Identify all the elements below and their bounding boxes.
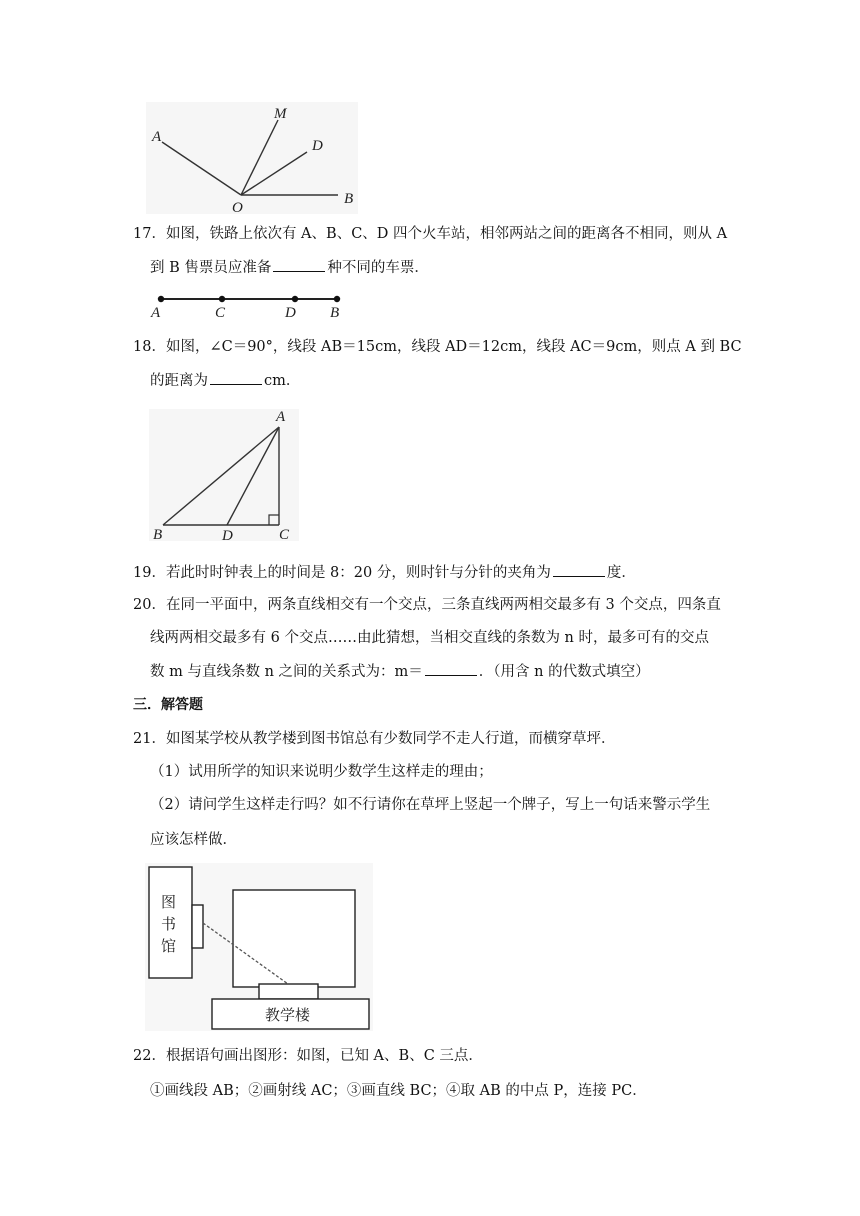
q18-answer-blank[interactable] xyxy=(210,370,262,385)
station-B xyxy=(334,296,340,302)
q21-part2-line2: 应该怎样做． xyxy=(150,832,237,848)
q19-answer-blank[interactable] xyxy=(553,562,605,577)
station-A xyxy=(158,296,164,302)
label-D: D xyxy=(285,305,296,320)
label-B: B xyxy=(344,191,354,207)
q20-text-1: 在同一平面中，两条直线相交有一个交点，三条直线两两相交最多有 3 个交点，四条直 xyxy=(165,597,721,613)
label-A: A xyxy=(151,305,161,320)
label-B: B xyxy=(153,527,163,543)
label-C: C xyxy=(215,305,226,320)
q20-text-3-pre: 数 m 与直线条数 n 之间的关系式为：m＝ xyxy=(150,664,423,680)
q19-text-post: 度． xyxy=(606,565,636,581)
q18-text-2-pre: 的距离为 xyxy=(150,373,208,389)
station-D xyxy=(292,296,298,302)
figure-q16-bg xyxy=(146,102,358,214)
figure-q17-railway xyxy=(145,290,355,320)
q19-number: 19． xyxy=(133,565,166,581)
label-D: D xyxy=(222,528,233,544)
q18-text-1: 如图，∠C＝90°，线段 AB＝15cm，线段 AD＝12cm，线段 AC＝9cm，则点 A 到 BC xyxy=(165,339,742,355)
q20-line3 xyxy=(150,661,650,682)
figure-q18-triangle xyxy=(145,405,305,545)
q19-line xyxy=(133,562,636,583)
label-C: C xyxy=(279,527,290,543)
q21-part2-line1: （2）请问学生这样走行吗？如不行请你在草坪上竖起一个牌子，写上一句话来警示学生 xyxy=(150,797,711,813)
library-label-1: 图 xyxy=(161,893,177,911)
label-B: B xyxy=(330,305,340,320)
teaching-building-label: 教学楼 xyxy=(265,1006,311,1024)
q17-line1 xyxy=(133,224,727,244)
label-O: O xyxy=(232,200,243,216)
q21-line1 xyxy=(133,729,615,749)
q21-text-1: 如图某学校从教学楼到图书馆总有少数同学不走人行道，而横穿草坪． xyxy=(165,731,616,747)
library-label-3: 馆 xyxy=(161,937,177,955)
figure-q16-angles xyxy=(140,98,365,218)
q17-answer-blank[interactable] xyxy=(273,257,325,272)
label-A: A xyxy=(276,409,286,425)
library-label-2: 书 xyxy=(161,915,177,933)
q17-text-1: 如图，铁路上依次有 A、B、C、D 四个火车站，相邻两站之间的距离各不相同，则从 A xyxy=(165,226,728,242)
q20-text-3-post: ．（用含 n 的代数式填空） xyxy=(478,664,650,680)
q20-line1 xyxy=(133,595,721,615)
q17-text-2-pre: 到 B 售票员应准备 xyxy=(150,260,272,276)
q22-line2: ①画线段 AB；②画射线 AC；③画直线 BC；④取 AB 的中点 P，连接 PC． xyxy=(150,1083,647,1099)
q19-text-pre: 若此时时钟表上的时间是 8：20 分，则时针与分针的夹角为 xyxy=(165,565,551,581)
q21-number: 21． xyxy=(133,731,166,747)
label-A: A xyxy=(152,129,162,145)
q18-line2 xyxy=(150,370,300,391)
section-title-answer-questions: 三．解答题 xyxy=(133,697,203,713)
label-M: M xyxy=(274,106,287,122)
q17-line2 xyxy=(150,257,429,278)
station-C xyxy=(219,296,225,302)
lawn xyxy=(233,890,355,987)
q17-number: 17． xyxy=(133,226,166,242)
label-D: D xyxy=(312,138,323,154)
teaching-building-entrance xyxy=(259,984,318,999)
q21-part1: （1）试用所学的知识来说明少数学生这样走的理由； xyxy=(150,764,493,780)
q20-answer-blank[interactable] xyxy=(425,661,477,676)
q22-text-1: 根据语句画出图形：如图，已知 A、B、C 三点． xyxy=(165,1048,483,1064)
q22-number: 22． xyxy=(133,1048,166,1064)
q22-line1 xyxy=(133,1046,483,1066)
q18-line1 xyxy=(133,337,742,357)
library-entrance xyxy=(192,905,203,948)
q20-line2 xyxy=(150,628,709,648)
q20-number: 20． xyxy=(133,597,166,613)
q20-text-2: 线两两相交最多有 6 个交点……由此猜想，当相交直线的条数为 n 时，最多可有的交点 xyxy=(150,630,709,646)
q17-text-2-post: 种不同的车票． xyxy=(327,260,429,276)
figure-q21-campus xyxy=(145,863,375,1033)
q18-text-2-post: cm． xyxy=(264,373,301,389)
q18-number: 18． xyxy=(133,339,166,355)
